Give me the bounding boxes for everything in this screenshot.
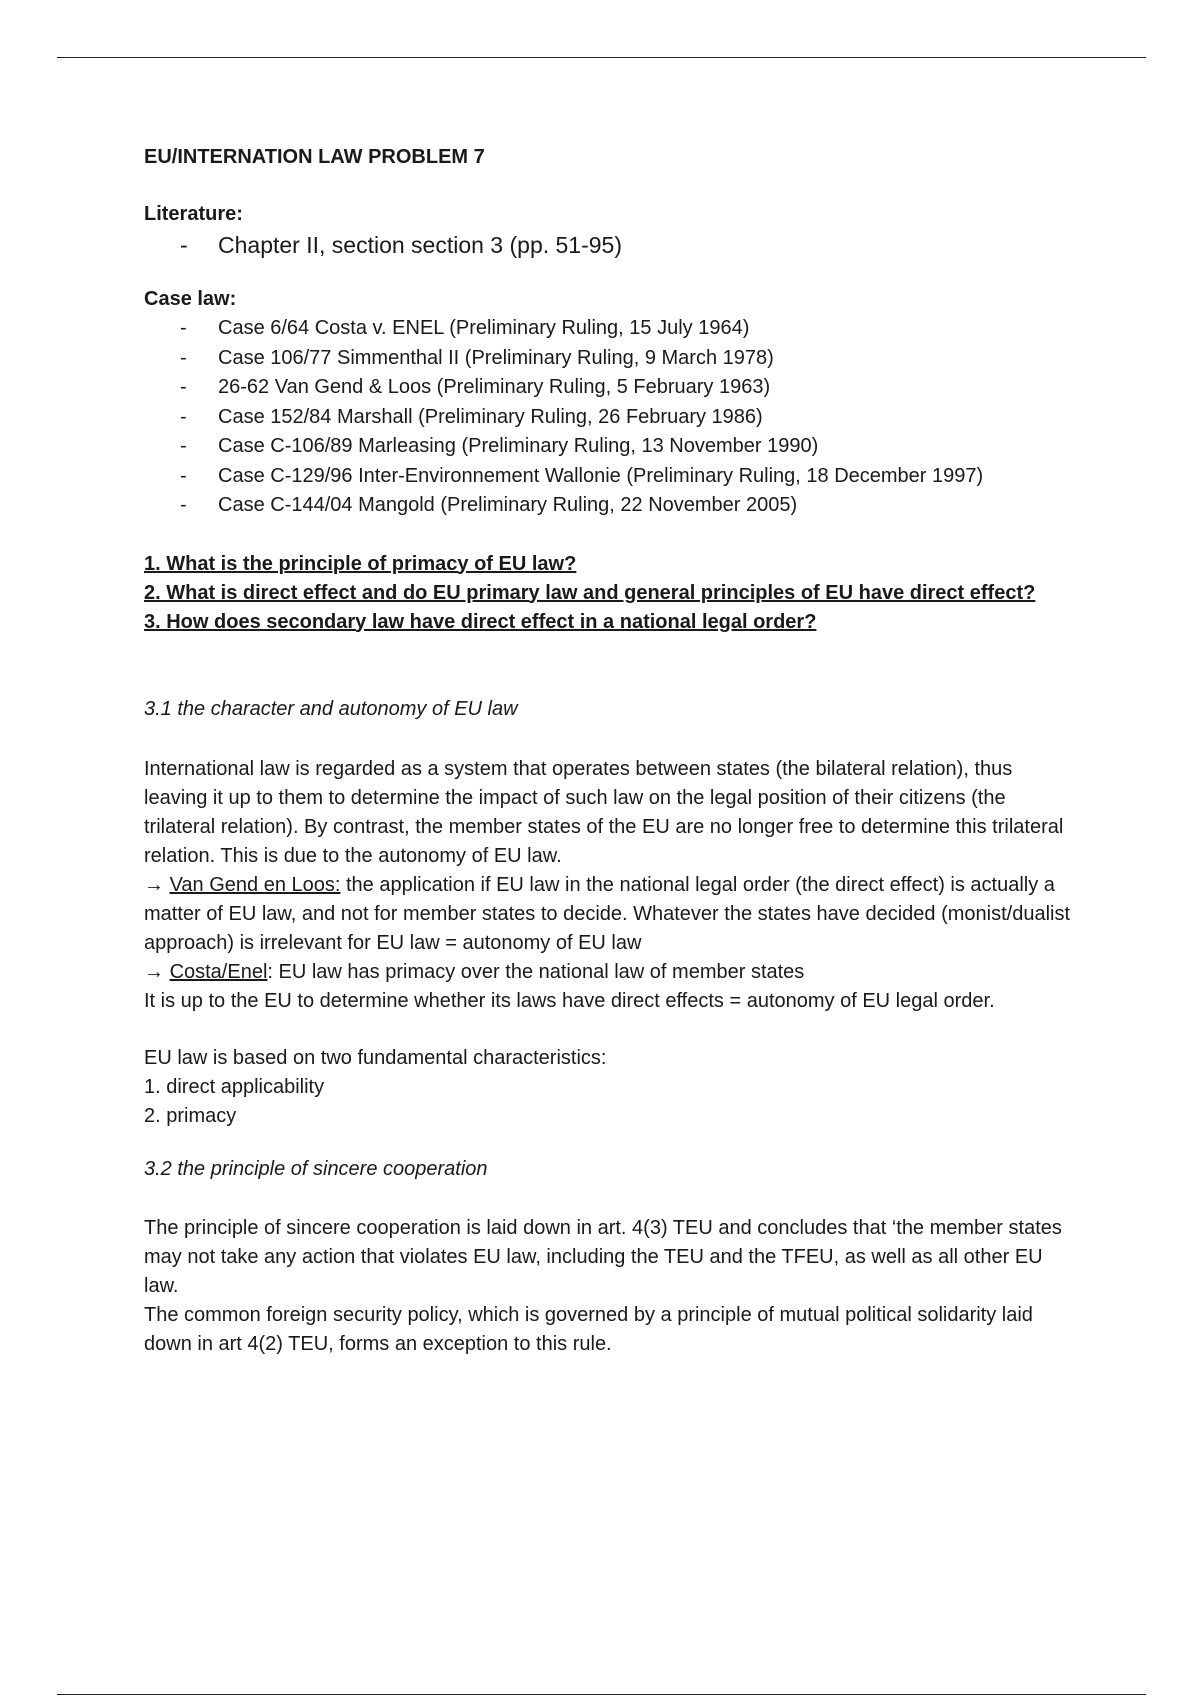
costa-enel-text: : EU law has primacy over the national law of member states [267,960,805,983]
van-gend-en-loos-note [144,871,1074,958]
document-page [144,143,1074,1359]
autonomy-paragraph: It is up to the EU to determine whether its laws have direct effects = autonomy of EU legal order. [144,989,995,1012]
question-3: 3. How does secondary law have direct effect in a national legal order? [144,610,817,633]
costa-enel-label: Costa/Enel [169,960,268,983]
list-item: - Case 152/84 Marshall (Preliminary Ruling, 26 February 1986) [180,403,1074,433]
document-title: EU/INTERNATION LAW PROBLEM 7 [144,146,485,168]
characteristic-item: 1. direct applicability [144,1075,325,1098]
question-2: 2. What is direct effect and do EU primary law and general principles of EU have direct effect? [144,581,1036,604]
van-gend-en-loos-label: Van Gend en Loos: [169,873,341,896]
question-1: 1. What is the principle of primacy of EU law? [144,552,577,575]
arrow-icon: → [144,960,164,983]
case-law-label: Case law: [144,288,237,310]
list-item: - 26-62 Van Gend & Loos (Preliminary Ruling, 5 February 1963) [180,373,1074,403]
header-rule [57,57,1146,58]
section-3-2-paragraph-2: The common foreign security policy, which is governed by a principle of mutual political solidarity laid down in art 4(2) TEU, forms an exception to this rule. [144,1303,1033,1355]
literature-list [144,229,1074,261]
footer-rule [57,1694,1146,1695]
van-gend-en-loos-text: the application if EU law in the national legal order (the direct effect) is actually a matter of EU law, and not for member states to decide. Whatever the states have decided (monist/dualist approach) is irrelevant for EU law = autonomy of EU law [144,873,1071,954]
characteristics-intro: EU law is based on two fundamental characteristics: [144,1046,607,1069]
section-3-1-heading: 3.1 the character and autonomy of EU law [144,697,518,720]
list-item: - Case C-144/04 Mangold (Preliminary Ruling, 22 November 2005) [180,491,1074,521]
case-law-list [144,314,1074,521]
characteristic-item: 2. primacy [144,1104,237,1127]
questions-block [144,550,1074,637]
list-item: - Chapter II, section section 3 (pp. 51-95) [180,229,1074,261]
section-3-2-heading: 3.2 the principle of sincere cooperation [144,1157,488,1180]
costa-enel-note [144,958,1074,987]
list-item: - Case 6/64 Costa v. ENEL (Preliminary Ruling, 15 July 1964) [180,314,1074,344]
list-item: - Case 106/77 Simmenthal II (Preliminary Ruling, 9 March 1978) [180,344,1074,374]
list-item: - Case C-129/96 Inter-Environnement Wallonie (Preliminary Ruling, 18 December 1997) [180,462,1074,492]
section-3-1-paragraph: International law is regarded as a system that operates between states (the bilateral relation), thus leaving it up to them to determine the impact of such law on the legal position of their citizens (the trilateral relation). By contrast, the member states of the EU are no longer free to determine this trilateral relation. This is due to the autonomy of EU law. [144,757,1064,867]
arrow-icon: → [144,873,164,896]
section-3-2-paragraph-1: The principle of sincere cooperation is laid down in art. 4(3) TEU and concludes that ‘the member states may not take any action that violates EU law, including the TEU and the TFEU, as well as all other EU law. [144,1216,1062,1297]
list-item: - Case C-106/89 Marleasing (Preliminary Ruling, 13 November 1990) [180,432,1074,462]
literature-label: Literature: [144,203,243,225]
